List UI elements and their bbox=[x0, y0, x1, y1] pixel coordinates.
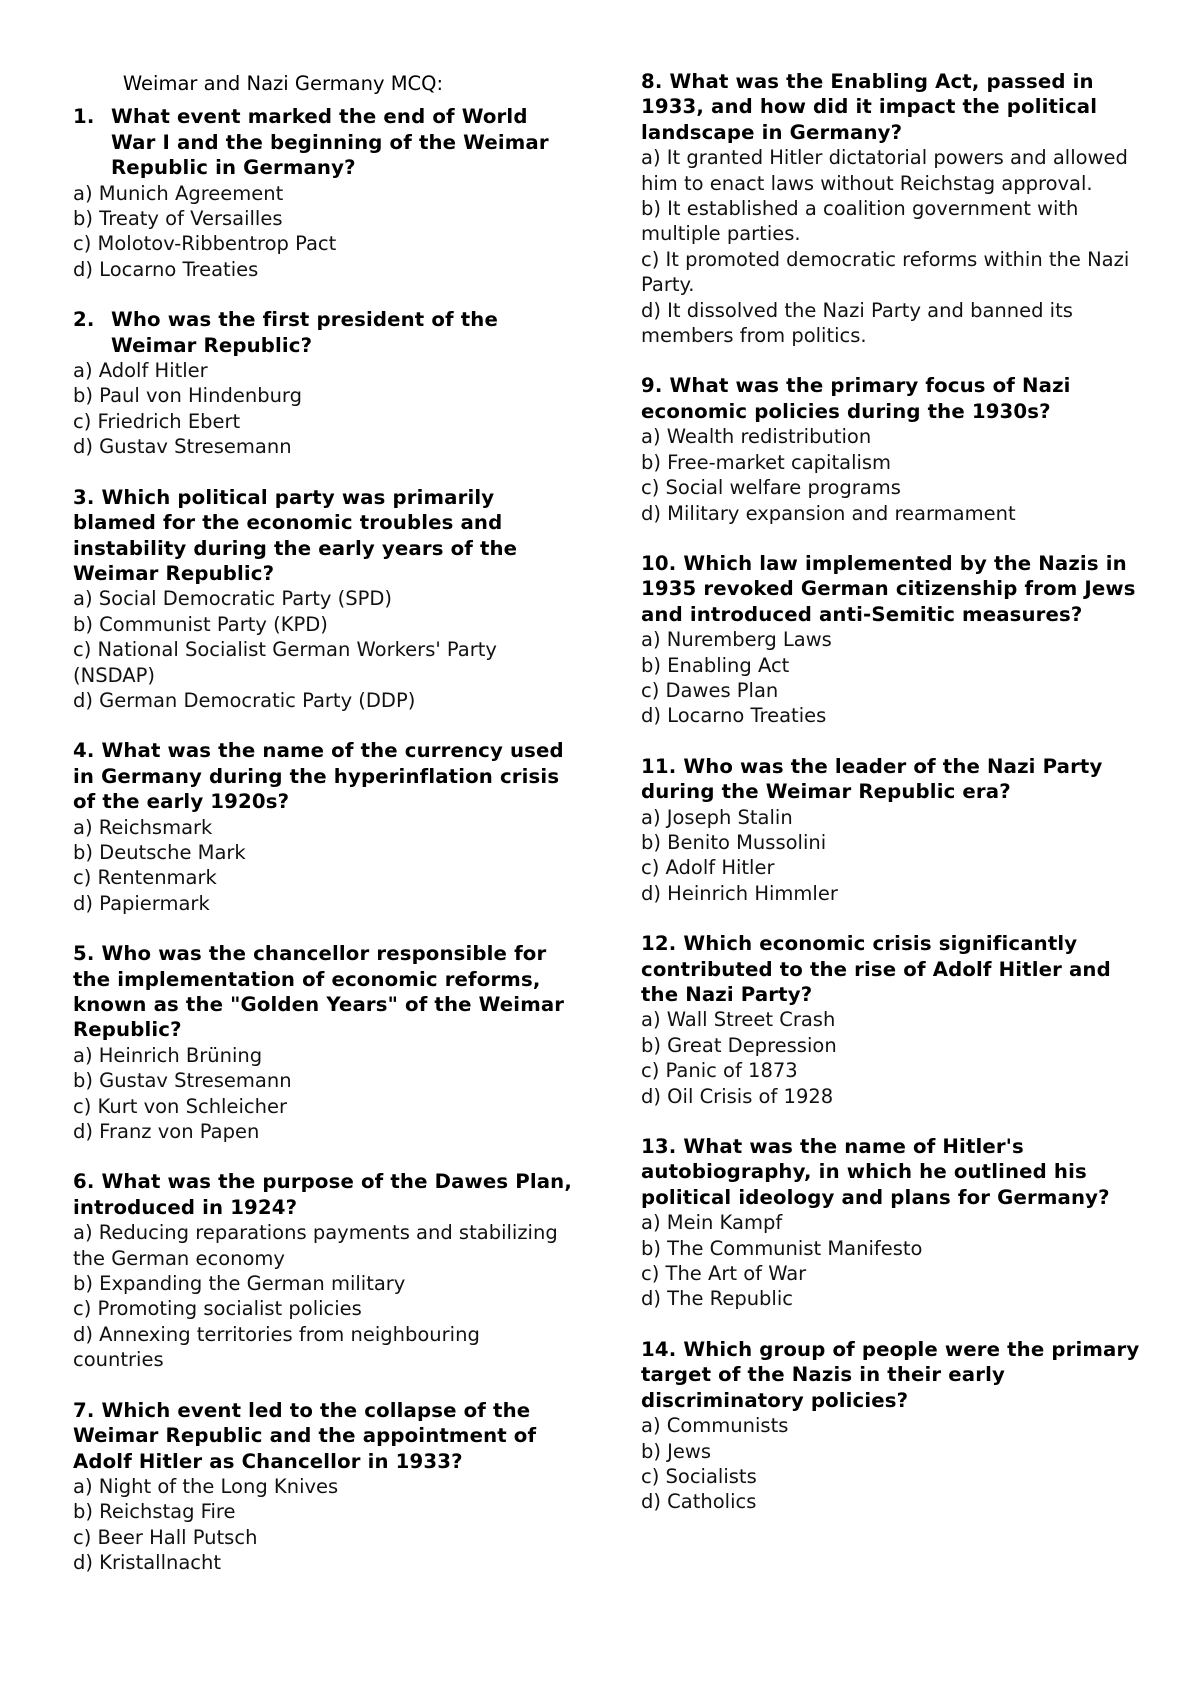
answer-option: b) Expanding the German military bbox=[73, 1272, 406, 1296]
answer-option: b) Treaty of Versailles bbox=[73, 207, 283, 231]
answer-option: a) Nuremberg Laws bbox=[641, 628, 832, 652]
question-number: 1. bbox=[73, 105, 95, 129]
answer-option: a) Wealth redistribution bbox=[641, 425, 872, 449]
answer-option: c) Kurt von Schleicher bbox=[73, 1094, 287, 1118]
answer-option: d) Locarno Treaties bbox=[641, 704, 827, 728]
question-number: 8. bbox=[641, 70, 663, 93]
answer-option: a) Reichsmark bbox=[73, 815, 213, 839]
question-7 bbox=[73, 1398, 573, 1576]
question-text: What was the purpose of the Dawes Plan, introduced in 1924? bbox=[73, 1170, 572, 1219]
answer-option: a) Munich Agreement bbox=[73, 181, 284, 205]
question-text: Who was the chancellor responsible for the implementation of economic reforms, known as the "Golden Years" of the Weimar Republic? bbox=[73, 942, 565, 1042]
answer-option: b) The Communist Manifesto bbox=[641, 1236, 923, 1260]
answer-option: a) Communists bbox=[641, 1414, 789, 1438]
answer-option: c) National Socialist German Workers' Party (NSDAP) bbox=[73, 638, 497, 687]
question-text: Who was the leader of the Nazi Party during the Weimar Republic era? bbox=[641, 754, 1103, 804]
answer-option: c) Adolf Hitler bbox=[641, 856, 775, 880]
answer-option: c) Beer Hall Putsch bbox=[73, 1525, 258, 1549]
answer-option: a) Heinrich Brüning bbox=[73, 1043, 263, 1067]
answer-option: d) Franz von Papen bbox=[73, 1120, 260, 1144]
question-text: Which event led to the collapse of the Weimar Republic and the appointment of Adolf Hitler as Chancellor in 1933? bbox=[73, 1398, 537, 1473]
question-text: Which group of people were the primary target of the Nazis in their early discriminatory policies? bbox=[641, 1337, 1140, 1412]
answer-option: b) Paul von Hindenburg bbox=[73, 384, 302, 408]
answer-option: c) Social welfare programs bbox=[641, 476, 901, 500]
answer-option: a) Adolf Hitler bbox=[73, 359, 208, 383]
answer-option: b) It established a coalition government with multiple parties. bbox=[641, 197, 1079, 246]
answer-option: b) Gustav Stresemann bbox=[73, 1069, 292, 1093]
answer-option: a) Reducing reparations payments and stabilizing the German economy bbox=[73, 1221, 558, 1270]
question-number: 12. bbox=[641, 932, 677, 956]
answer-option: c) Panic of 1873 bbox=[641, 1059, 798, 1083]
answer-option: a) Night of the Long Knives bbox=[73, 1474, 339, 1498]
question-9 bbox=[641, 373, 1141, 525]
question-3 bbox=[73, 485, 573, 714]
answer-option: d) The Republic bbox=[641, 1287, 793, 1311]
question-10 bbox=[641, 551, 1141, 729]
question-text: What was the name of Hitler's autobiography, in which he outlined his political ideology and plans for Germany? bbox=[641, 1135, 1110, 1209]
answer-option: a) It granted Hitler dictatorial powers and allowed him to enact laws without Reichstag approval. bbox=[641, 146, 1128, 195]
question-number: 11. bbox=[641, 754, 677, 778]
question-text: What was the Enabling Act, passed in 1933, and how did it impact the political landscape in Germany? bbox=[641, 70, 1098, 144]
document-title: Weimar and Nazi Germany MCQ: bbox=[122, 72, 444, 95]
answer-option: c) The Art of War bbox=[641, 1262, 807, 1286]
answer-option: a) Joseph Stalin bbox=[641, 805, 793, 829]
right-column bbox=[641, 69, 1141, 1515]
answer-option: d) Kristallnacht bbox=[73, 1551, 222, 1575]
answer-option: b) Communist Party (KPD) bbox=[73, 612, 328, 636]
question-text: What was the primary focus of Nazi economic policies during the 1930s? bbox=[641, 374, 1071, 423]
left-column bbox=[73, 69, 573, 1576]
answer-option: d) Oil Crisis of 1928 bbox=[641, 1084, 834, 1108]
question-text: Who was the first president of the Weimar Republic? bbox=[111, 308, 498, 357]
answer-option: b) Benito Mussolini bbox=[641, 830, 827, 854]
answer-option: d) Military expansion and rearmament bbox=[641, 501, 1016, 525]
answer-option: d) German Democratic Party (DDP) bbox=[73, 688, 416, 712]
question-text: Which law implemented by the Nazis in 1935 revoked German citizenship from Jews and introduced anti-Semitic measures? bbox=[641, 551, 1136, 626]
question-number: 9. bbox=[641, 374, 663, 398]
answer-option: d) Annexing territories from neighbouring countries bbox=[73, 1322, 480, 1372]
answer-option: a) Mein Kampf bbox=[641, 1211, 783, 1235]
question-11 bbox=[641, 754, 1141, 906]
answer-option: c) Friedrich Ebert bbox=[73, 409, 241, 433]
question-2 bbox=[73, 307, 573, 459]
question-5 bbox=[73, 941, 573, 1144]
question-8 bbox=[641, 69, 1141, 348]
question-text: Which economic crisis significantly contributed to the rise of Adolf Hitler and the Nazi Party? bbox=[641, 932, 1111, 1006]
answer-option: d) Catholics bbox=[641, 1490, 757, 1514]
question-13 bbox=[641, 1134, 1141, 1312]
question-number: 13. bbox=[641, 1135, 677, 1159]
answer-option: c) Promoting socialist policies bbox=[73, 1297, 362, 1321]
answer-option: b) Deutsche Mark bbox=[73, 840, 246, 864]
question-number: 2. bbox=[73, 308, 95, 332]
answer-option: d) Gustav Stresemann bbox=[73, 435, 292, 459]
answer-option: c) Molotov-Ribbentrop Pact bbox=[73, 232, 337, 256]
question-number: 3. bbox=[73, 485, 95, 509]
answer-option: d) Locarno Treaties bbox=[73, 257, 259, 281]
answer-option: d) It dissolved the Nazi Party and banned its members from politics. bbox=[641, 298, 1073, 348]
answer-option: c) Rentenmark bbox=[73, 866, 217, 890]
question-12 bbox=[641, 931, 1141, 1109]
question-6 bbox=[73, 1169, 573, 1372]
answer-option: a) Wall Street Crash bbox=[641, 1008, 836, 1032]
answer-option: b) Reichstag Fire bbox=[73, 1500, 236, 1524]
answer-option: b) Jews bbox=[641, 1439, 712, 1463]
question-number: 14. bbox=[641, 1337, 677, 1361]
question-text: Which political party was primarily blamed for the economic troubles and instability during the early years of the Weimar Republic? bbox=[73, 485, 518, 585]
answer-option: d) Papiermark bbox=[73, 891, 210, 915]
question-number: 4. bbox=[73, 739, 95, 763]
answer-option: b) Great Depression bbox=[641, 1033, 837, 1057]
answer-option: a) Social Democratic Party (SPD) bbox=[73, 587, 392, 611]
question-number: 7. bbox=[73, 1398, 95, 1422]
answer-option: c) Dawes Plan bbox=[641, 678, 779, 702]
question-text: What event marked the end of World War I and the beginning of the Weimar Republic in Germany? bbox=[111, 105, 549, 180]
answer-option: b) Free-market capitalism bbox=[641, 450, 892, 474]
question-4 bbox=[73, 738, 573, 916]
question-number: 6. bbox=[73, 1170, 95, 1194]
question-1 bbox=[73, 104, 573, 282]
answer-option: c) It promoted democratic reforms within the Nazi Party. bbox=[641, 247, 1130, 297]
answer-option: d) Heinrich Himmler bbox=[641, 881, 838, 905]
question-number: 5. bbox=[73, 942, 95, 966]
answer-option: c) Socialists bbox=[641, 1464, 757, 1488]
answer-option: b) Enabling Act bbox=[641, 653, 790, 677]
question-14 bbox=[641, 1337, 1141, 1515]
question-text: What was the name of the currency used in Germany during the hyperinflation crisis of the early 1920s? bbox=[73, 739, 564, 814]
question-number: 10. bbox=[641, 551, 677, 575]
